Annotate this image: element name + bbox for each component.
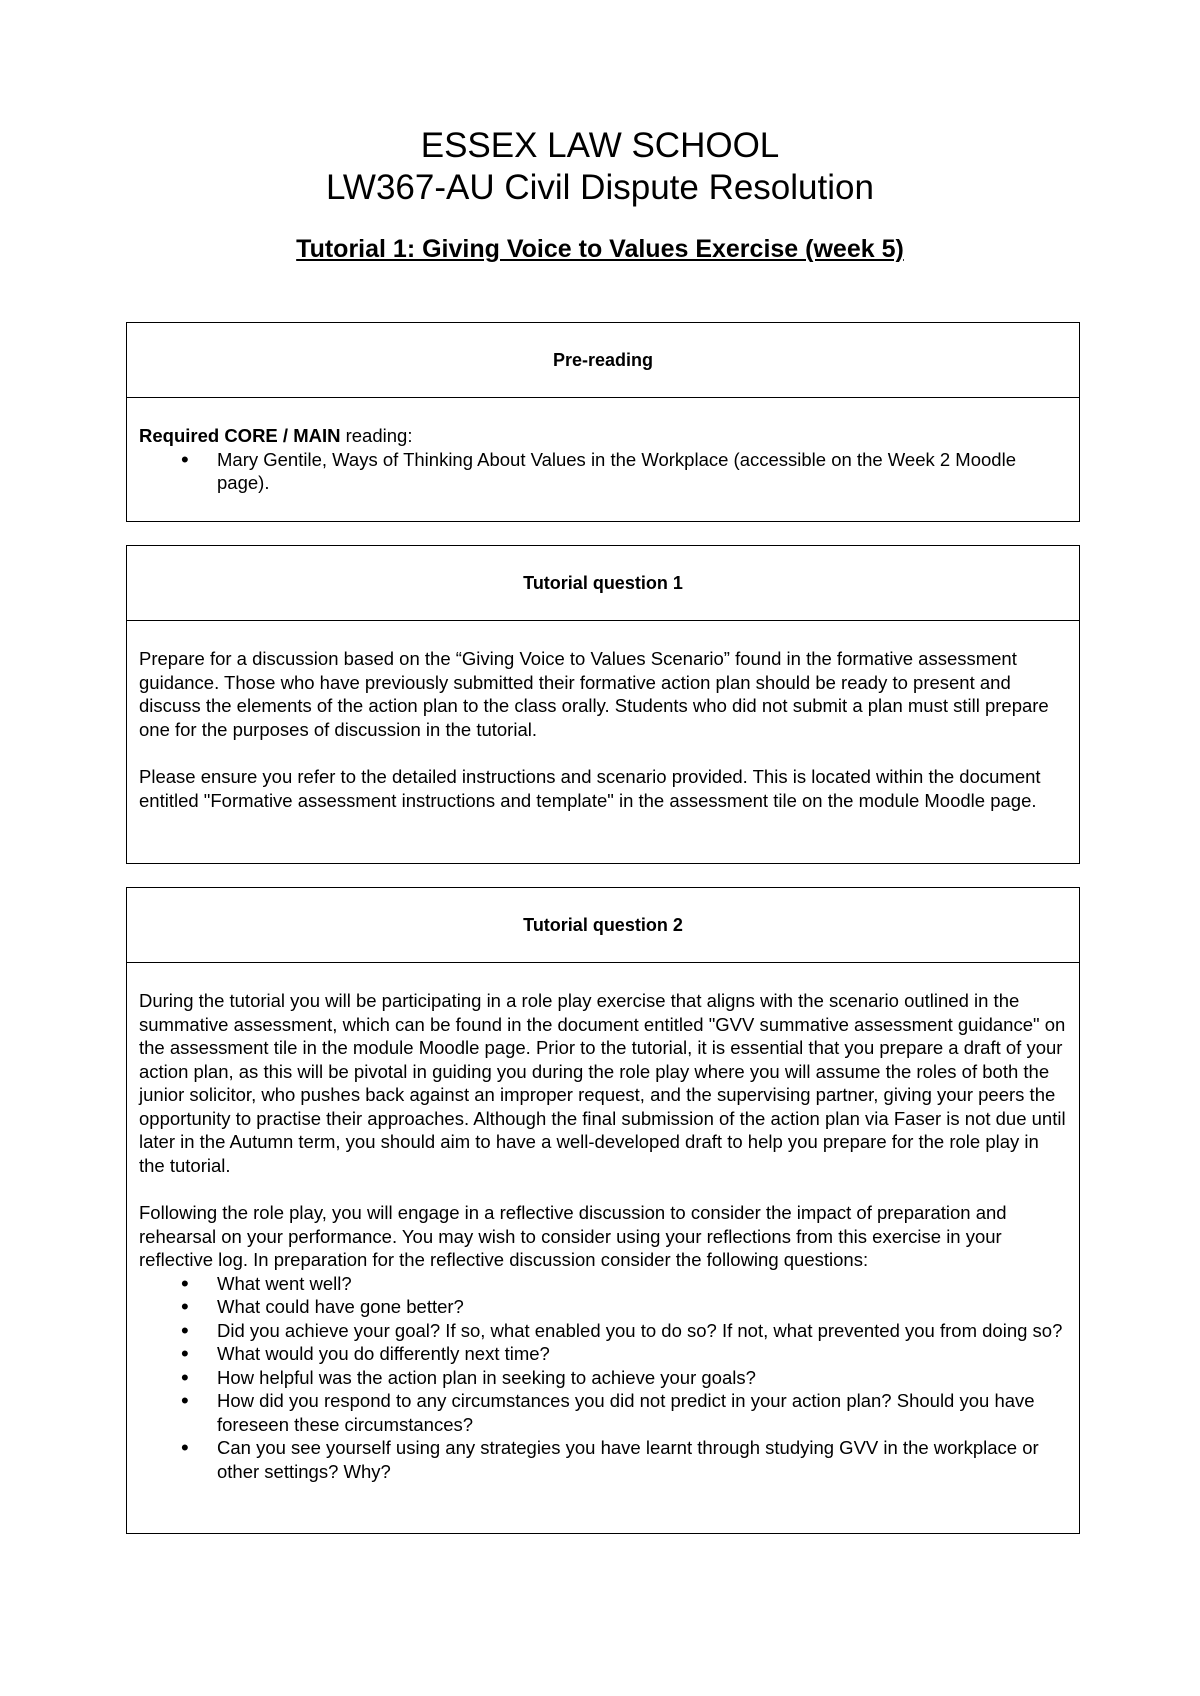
question1-para1: Prepare for a discussion based on the “Giving Voice to Values Scenario” found in the formative assessment guidance. Those who have previously submitted their formative action plan should be ready to present and discuss the elements of the action plan to the class orally. Students who did not submit a plan must still prepare one for the purposes of discussion in the tutorial. — [139, 648, 1049, 740]
list-item: • What could have gone better? — [217, 1295, 1067, 1319]
question1-para2: Please ensure you refer to the detailed instructions and scenario provided. This is located within the document entitled "Formative assessment instructions and template" in the assessment tile on the module Moodle page. — [139, 766, 1041, 811]
list-item: • How did you respond to any circumstances you did not predict in your action plan? Should you have foreseen these circumstances? — [217, 1389, 1067, 1436]
question2-para1: During the tutorial you will be participating in a role play exercise that aligns with the scenario outlined in the summative assessment, which can be found in the document entitled "GVV summative assessment guidance" on the assessment tile in the module Moodle page. Prior to the tutorial, it is essential that you prepare a draft of your action plan, as this will be pivotal in guiding you during the role play where you will assume the roles of both the junior solicitor, who pushes back against an improper request, and the supervising partner, giving your peers the opportunity to practise their approaches. Although the final submission of the action plan via Faser is not due until later in the Autumn term, you should aim to have a well-developed draft to help you prepare for the role play in the tutorial. — [139, 990, 1066, 1176]
question2-list — [139, 1272, 1067, 1484]
question2-heading: Tutorial question 2 — [127, 888, 1079, 963]
module-title: LW367-AU Civil Dispute Resolution — [326, 168, 874, 207]
question2-para2: Following the role play, you will engage in a reflective discussion to consider the impact of preparation and rehearsal on your performance. You may wish to consider using your reflections from this exercise in your reflective log. In preparation for the reflective discussion consider the following questions: — [139, 1202, 1007, 1270]
list-item: • What went well? — [217, 1272, 1067, 1296]
school-title: ESSEX LAW SCHOOL — [420, 126, 780, 165]
list-item: • Did you achieve your goal? If so, what enabled you to do so? If not, what prevented you from doing so? — [217, 1319, 1067, 1343]
list-item: • Can you see yourself using any strategies you have learnt through studying GVV in the workplace or other settings? Why? — [217, 1436, 1067, 1483]
prereading-intro-bold: Required CORE / MAIN — [139, 425, 341, 446]
prereading-box — [126, 322, 1080, 522]
prereading-body — [127, 398, 1079, 495]
question1-heading: Tutorial question 1 — [127, 546, 1079, 621]
list-item: • Mary Gentile, Ways of Thinking About Values in the Workplace (accessible on the Week 2 Moodle page). — [217, 448, 1067, 495]
question1-box — [126, 545, 1080, 864]
prereading-intro-rest: reading: — [340, 425, 413, 446]
question2-body — [127, 963, 1079, 1483]
list-item: • What would you do differently next time? — [217, 1342, 1067, 1366]
prereading-list — [139, 448, 1067, 495]
prereading-intro — [139, 424, 1067, 448]
question2-box — [126, 887, 1080, 1534]
list-item: • How helpful was the action plan in seeking to achieve your goals? — [217, 1366, 1067, 1390]
question1-body — [127, 621, 1079, 812]
tutorial-title: Tutorial 1: Giving Voice to Values Exercise (week 5) — [296, 235, 904, 263]
prereading-heading: Pre-reading — [127, 323, 1079, 398]
